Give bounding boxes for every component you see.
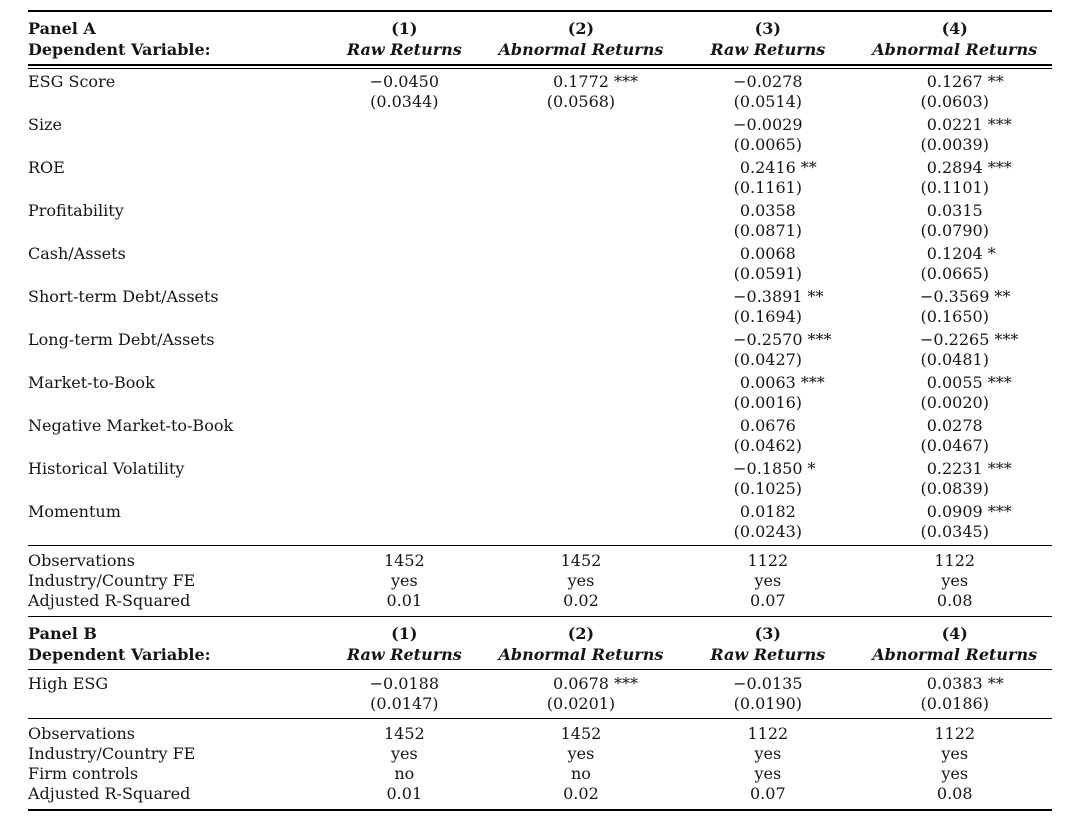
stat-value: 1452: [560, 551, 602, 570]
standard-error: (0.0344): [370, 92, 439, 111]
coefficient: [857, 416, 1052, 436]
empty-cell: [484, 459, 679, 502]
coef-value: 0.0678: [552, 674, 609, 693]
empty-cell: [484, 330, 679, 373]
panel-b-header-row-2: [28, 644, 1052, 670]
standard-error: (0.0186): [920, 694, 989, 713]
data-cell: [484, 69, 679, 116]
coefficient: [678, 416, 857, 436]
coef-value: 0.1772: [552, 72, 609, 91]
empty-cell: [484, 115, 679, 158]
table-row: [28, 373, 1052, 416]
table-row: [28, 330, 1052, 373]
data-cell: [857, 244, 1052, 287]
column-number-4: (4): [941, 19, 968, 38]
coef-value: 0.1204: [926, 244, 983, 263]
coefficient: [857, 459, 1052, 479]
stat-value: 1452: [383, 551, 425, 570]
standard-error: (0.1025): [733, 479, 803, 498]
column-title-3: Raw Returns: [710, 40, 826, 59]
coefficient: [857, 244, 1052, 264]
coefficient: [678, 201, 857, 221]
coef-value: 0.2231: [926, 459, 983, 478]
stat-value: yes: [390, 744, 418, 763]
stat-label: Industry/Country FE: [28, 571, 196, 590]
stat-value: yes: [567, 744, 595, 763]
row-label: ESG Score: [28, 72, 116, 91]
coefficient: [678, 373, 857, 393]
empty-cell: [325, 330, 484, 373]
stat-value: 1122: [934, 724, 976, 743]
row-label: Market-to-Book: [28, 373, 155, 392]
data-cell: [678, 158, 857, 201]
coef-value: 0.0068: [739, 244, 796, 263]
empty-cell: [484, 244, 679, 287]
standard-error: (0.1694): [733, 307, 803, 326]
significance-stars: ***: [987, 459, 1012, 478]
stat-value: 1452: [383, 724, 425, 743]
significance-stars: ***: [987, 502, 1012, 521]
coef-value: 0.1267: [926, 72, 983, 91]
standard-error: (0.0016): [733, 393, 803, 412]
standard-error: (0.0568): [546, 92, 616, 111]
data-cell: [857, 502, 1052, 546]
data-cell: [678, 244, 857, 287]
column-number-4: (4): [941, 624, 968, 643]
significance-stars: **: [800, 158, 817, 177]
table-row: [28, 69, 1052, 116]
coefficient: [484, 674, 679, 694]
stat-label: Adjusted R-Squared: [28, 591, 191, 610]
standard-error: (0.0467): [920, 436, 989, 455]
coefficient: [678, 158, 857, 178]
table-row: [28, 201, 1052, 244]
coefficient: [857, 330, 1052, 350]
coefficient: [857, 373, 1052, 393]
data-cell: [857, 287, 1052, 330]
coef-value: 0.2416: [739, 158, 796, 177]
data-cell: [484, 670, 679, 719]
coef-value: −0.3891: [733, 287, 803, 306]
table-row: [28, 416, 1052, 459]
stat-value: 0.07: [750, 591, 786, 610]
significance-stars: ***: [613, 72, 638, 91]
stat-value: yes: [941, 571, 969, 590]
significance-stars: **: [987, 72, 1004, 91]
panel-b-header-row-1: [28, 617, 1052, 644]
significance-stars: ***: [613, 674, 638, 693]
data-cell: [678, 330, 857, 373]
row-label: Size: [28, 115, 62, 134]
dependent-variable-label: Dependent Variable:: [28, 645, 211, 664]
row-label: Momentum: [28, 502, 121, 521]
empty-cell: [484, 416, 679, 459]
stat-value: yes: [754, 764, 782, 783]
row-label: Negative Market-to-Book: [28, 416, 234, 435]
data-cell: [678, 502, 857, 546]
column-number-1: (1): [391, 19, 418, 38]
table-row: [28, 287, 1052, 330]
data-cell: [678, 459, 857, 502]
column-number-3: (3): [754, 624, 781, 643]
standard-error: (0.0790): [920, 221, 989, 240]
column-title-1: Raw Returns: [346, 40, 462, 59]
coef-value: −0.0188: [369, 674, 439, 693]
coef-value: 0.0278: [926, 416, 983, 435]
table-row: [28, 115, 1052, 158]
stat-value: 0.02: [563, 591, 599, 610]
empty-cell: [325, 287, 484, 330]
coef-value: −0.0278: [733, 72, 803, 91]
coef-value: 0.0909: [926, 502, 983, 521]
row-label: ROE: [28, 158, 65, 177]
standard-error: (0.0665): [920, 264, 989, 283]
data-cell: [678, 416, 857, 459]
empty-cell: [325, 201, 484, 244]
coef-value: −0.0029: [733, 115, 803, 134]
row-label: Cash/Assets: [28, 244, 126, 263]
coefficient: [857, 502, 1052, 522]
standard-error: (0.0603): [920, 92, 989, 111]
significance-stars: **: [994, 287, 1011, 306]
data-cell: [857, 115, 1052, 158]
coefficient: [678, 674, 857, 694]
significance-stars: *: [987, 244, 996, 263]
stat-value: 1122: [747, 724, 789, 743]
standard-error: (0.0591): [733, 264, 803, 283]
data-cell: [678, 115, 857, 158]
row-label: Long-term Debt/Assets: [28, 330, 215, 349]
coefficient: [678, 330, 857, 350]
table-row: [28, 502, 1052, 546]
standard-error: (0.0065): [733, 135, 803, 154]
standard-error: (0.0020): [920, 393, 989, 412]
coef-value: 0.0383: [926, 674, 983, 693]
significance-stars: ***: [987, 158, 1012, 177]
coef-value: 0.0676: [739, 416, 796, 435]
standard-error: (0.0039): [920, 135, 989, 154]
coefficient: [678, 459, 857, 479]
empty-cell: [325, 416, 484, 459]
table-row: [28, 670, 1052, 719]
data-cell: [857, 201, 1052, 244]
data-cell: [857, 69, 1052, 116]
coef-value: −0.2570: [733, 330, 803, 349]
coef-value: −0.2265: [920, 330, 990, 349]
data-cell: [325, 69, 484, 116]
coefficient: [678, 115, 857, 135]
stat-value: 0.07: [750, 784, 786, 803]
column-title-4: Abnormal Returns: [872, 40, 1038, 59]
coefficient: [857, 201, 1052, 221]
coefficient: [857, 158, 1052, 178]
stat-label: Observations: [28, 724, 135, 743]
stat-value: 0.01: [386, 591, 423, 610]
standard-error: (0.0481): [920, 350, 989, 369]
coefficient: [857, 287, 1052, 307]
column-number-2: (2): [567, 19, 595, 38]
empty-cell: [325, 373, 484, 416]
data-cell: [857, 670, 1052, 719]
standard-error: (0.0243): [733, 522, 803, 541]
stat-value: yes: [754, 571, 782, 590]
empty-cell: [484, 373, 679, 416]
data-cell: [678, 201, 857, 244]
panel-a-header-row-1: [28, 11, 1052, 39]
stat-value: yes: [390, 571, 418, 590]
row-label: Historical Volatility: [28, 459, 185, 478]
significance-stars: ***: [807, 330, 832, 349]
row-label: Profitability: [28, 201, 124, 220]
coefficient: [325, 674, 484, 694]
column-title-4: Abnormal Returns: [872, 645, 1038, 664]
significance-stars: **: [987, 674, 1004, 693]
data-cell: [325, 670, 484, 719]
data-cell: [678, 670, 857, 719]
stat-label: Industry/Country FE: [28, 744, 196, 763]
stat-value: 0.08: [936, 784, 973, 803]
stat-value: 0.01: [386, 784, 423, 803]
stat-value: 1452: [560, 724, 602, 743]
stat-value: yes: [567, 571, 595, 590]
stat-row: [28, 591, 1052, 617]
data-cell: [857, 373, 1052, 416]
coef-value: 0.0055: [926, 373, 983, 392]
coef-value: 0.0063: [739, 373, 796, 392]
significance-stars: ***: [994, 330, 1019, 349]
coef-value: −0.0135: [733, 674, 803, 693]
empty-cell: [325, 244, 484, 287]
stat-value: yes: [941, 744, 969, 763]
stat-row: [28, 546, 1052, 571]
coefficient: [678, 502, 857, 522]
data-cell: [857, 158, 1052, 201]
significance-stars: ***: [987, 115, 1012, 134]
standard-error: (0.1161): [733, 178, 803, 197]
panel-a-title: Panel A: [28, 19, 96, 38]
stat-label: Observations: [28, 551, 135, 570]
coefficient: [484, 72, 679, 92]
empty-cell: [484, 158, 679, 201]
standard-error: (0.0839): [920, 479, 989, 498]
data-cell: [678, 69, 857, 116]
coefficient: [857, 115, 1052, 135]
standard-error: (0.0190): [733, 694, 803, 713]
coef-value: −0.1850: [733, 459, 803, 478]
standard-error: (0.0462): [733, 436, 803, 455]
empty-cell: [325, 115, 484, 158]
empty-cell: [484, 287, 679, 330]
row-label: Short-term Debt/Assets: [28, 287, 219, 306]
data-cell: [857, 459, 1052, 502]
empty-cell: [325, 502, 484, 546]
data-cell: [678, 287, 857, 330]
stat-value: yes: [754, 744, 782, 763]
table-row: [28, 244, 1052, 287]
panel-a-header-row-2: [28, 39, 1052, 65]
stat-label: Firm controls: [28, 764, 139, 783]
data-cell: [857, 330, 1052, 373]
stat-label: Adjusted R-Squared: [28, 784, 191, 803]
stat-value: no: [394, 764, 415, 783]
stat-value: 0.08: [936, 591, 973, 610]
row-label: High ESG: [28, 674, 109, 693]
stat-row: [28, 719, 1052, 744]
column-number-3: (3): [754, 19, 781, 38]
coefficient: [857, 72, 1052, 92]
column-title-3: Raw Returns: [710, 645, 826, 664]
coefficient: [678, 72, 857, 92]
coef-value: −0.0450: [369, 72, 439, 91]
coef-value: 0.0358: [739, 201, 796, 220]
standard-error: (0.1650): [920, 307, 989, 326]
standard-error: (0.0147): [370, 694, 439, 713]
coef-value: −0.3569: [920, 287, 990, 306]
empty-cell: [325, 158, 484, 201]
coef-value: 0.0182: [739, 502, 796, 521]
data-cell: [857, 416, 1052, 459]
regression-table: [28, 10, 1052, 811]
coef-value: 0.0315: [926, 201, 983, 220]
standard-error: (0.0514): [733, 92, 803, 111]
coefficient: [325, 72, 484, 92]
coef-value: 0.2894: [926, 158, 983, 177]
stat-row: [28, 784, 1052, 810]
coefficient: [678, 287, 857, 307]
significance-stars: ***: [800, 373, 825, 392]
stat-value: 1122: [934, 551, 976, 570]
standard-error: (0.0427): [733, 350, 803, 369]
standard-error: (0.1101): [920, 178, 989, 197]
data-cell: [678, 373, 857, 416]
column-title-1: Raw Returns: [346, 645, 462, 664]
significance-stars: *: [807, 459, 816, 478]
stat-row: [28, 744, 1052, 764]
stat-row: [28, 571, 1052, 591]
column-number-2: (2): [567, 624, 595, 643]
empty-cell: [484, 502, 679, 546]
stat-value: no: [570, 764, 591, 783]
stat-row: [28, 764, 1052, 784]
column-number-1: (1): [391, 624, 418, 643]
column-title-2: Abnormal Returns: [498, 645, 664, 664]
dependent-variable-label: Dependent Variable:: [28, 40, 211, 59]
empty-cell: [325, 459, 484, 502]
coefficient: [857, 674, 1052, 694]
stat-value: 0.02: [563, 784, 599, 803]
standard-error: (0.0871): [733, 221, 803, 240]
table-row: [28, 158, 1052, 201]
column-title-2: Abnormal Returns: [498, 40, 664, 59]
coef-value: 0.0221: [926, 115, 983, 134]
significance-stars: **: [807, 287, 824, 306]
panel-b-title: Panel B: [28, 624, 97, 643]
stat-value: yes: [941, 764, 969, 783]
standard-error: (0.0201): [546, 694, 616, 713]
empty-cell: [484, 201, 679, 244]
coefficient: [678, 244, 857, 264]
stat-value: 1122: [747, 551, 789, 570]
significance-stars: ***: [987, 373, 1012, 392]
standard-error: (0.0345): [920, 522, 989, 541]
table-row: [28, 459, 1052, 502]
